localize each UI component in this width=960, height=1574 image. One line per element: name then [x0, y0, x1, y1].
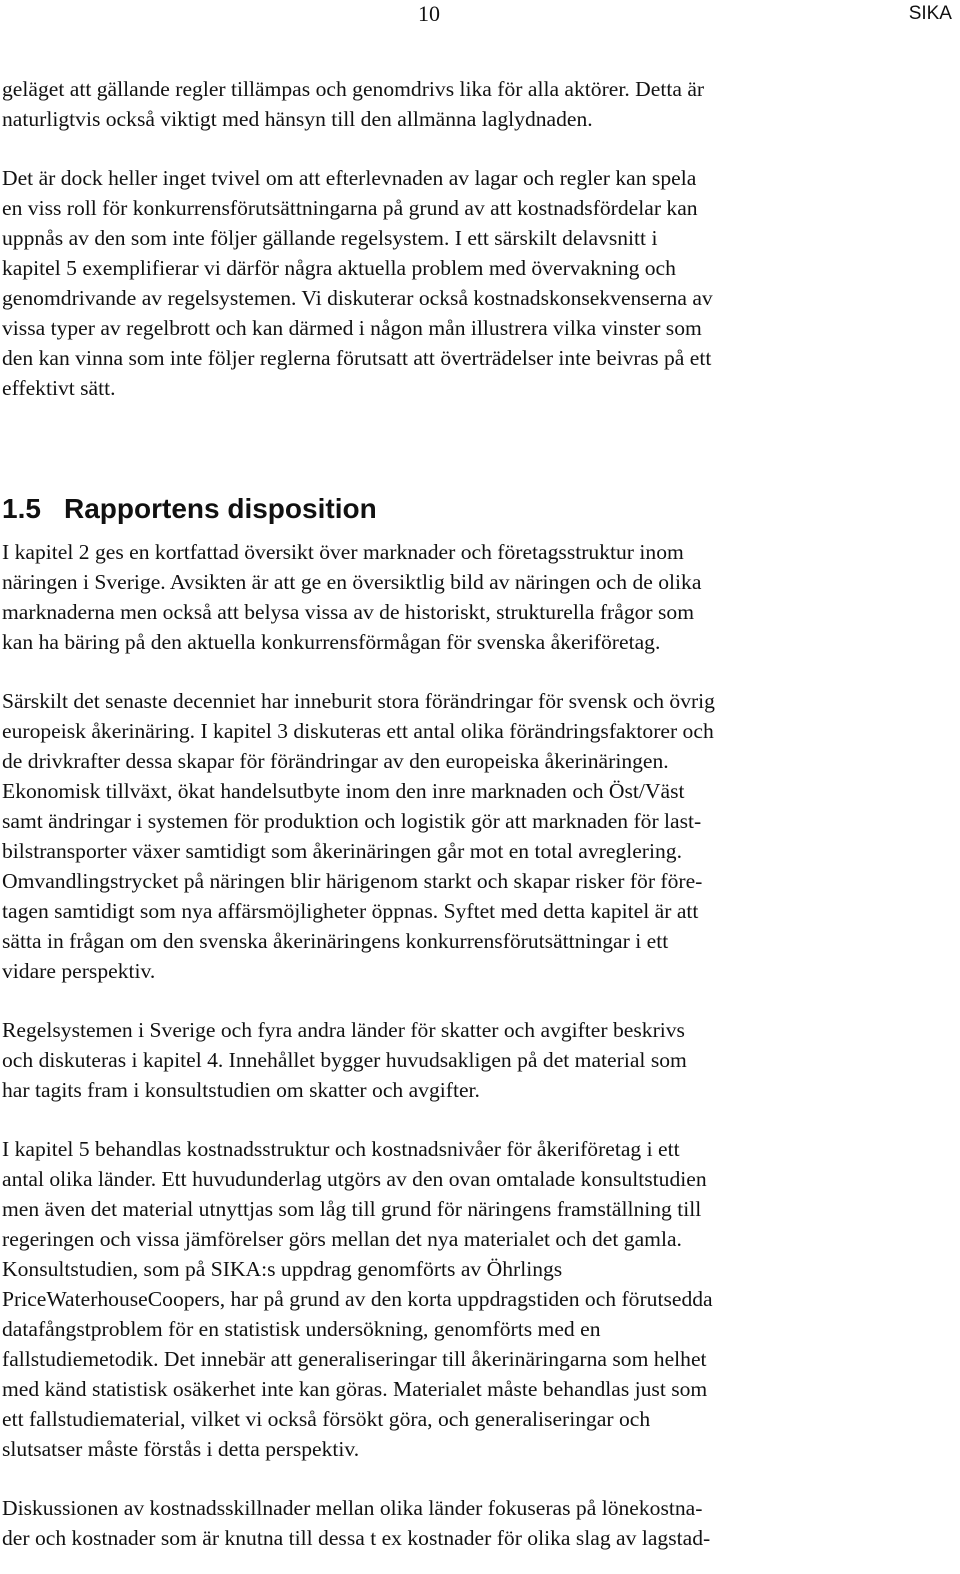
text-line: Det är dock heller inget tvivel om att efterlevnaden av lagar och regler kan spela	[2, 166, 697, 190]
text-line: uppnås av den som inte följer gällande regelsystem. I ett särskilt delavsnitt i	[2, 226, 658, 250]
text-line: vissa typer av regelbrott och kan därmed i någon mån illustrera vilka vinster som	[2, 316, 702, 340]
paragraph-gap	[2, 986, 952, 1015]
paragraph-gap	[2, 1105, 952, 1134]
paragraph-gap	[2, 134, 952, 163]
text-line: Diskussionen av kostnadsskillnader mellan olika länder fokuseras på lönekostna-	[2, 1496, 703, 1520]
text-line: antal olika länder. Ett huvudunderlag utgörs av den ovan omtalade konsultstudien	[2, 1167, 707, 1191]
text-line: sätta in frågan om den svenska åkerinäringens konkurrensförutsättningar i ett	[2, 929, 669, 953]
text-line: fallstudiemetodik. Det innebär att generaliseringar till åkerinäringarna som helhet	[2, 1347, 707, 1371]
section-title: Rapportens disposition	[64, 493, 377, 524]
paragraph-1	[2, 74, 952, 134]
text-line: genomdrivande av regelsystemen. Vi diskuterar också kostnadskonsekvenserna av	[2, 286, 713, 310]
text-line: tagen samtidigt som nya affärsmöjligheter öppnas. Syftet med detta kapitel är att	[2, 899, 699, 923]
paragraph-gap	[2, 1464, 952, 1493]
text-line: datafångstproblem för en statistisk undersökning, genomförts med en	[2, 1317, 601, 1341]
text-line: ett fallstudiematerial, vilket vi också försökt göra, och generaliseringar och	[2, 1407, 651, 1431]
text-line: näringen i Sverige. Avsikten är att ge en översiktlig bild av näringen och de olika	[2, 570, 702, 594]
text-line: vidare perspektiv.	[2, 959, 156, 983]
text-line: men även det material utnyttjas som låg till grund för näringens framställning till	[2, 1197, 702, 1221]
text-line: har tagits fram i konsultstudien om skatter och avgifter.	[2, 1078, 480, 1102]
text-line: naturligtvis också viktigt med hänsyn till den allmänna laglydnaden.	[2, 107, 593, 131]
text-line: europeisk åkerinäring. I kapitel 3 diskuteras ett antal olika förändringsfaktorer och	[2, 719, 714, 743]
text-line: geläget att gällande regler tillämpas och genomdrivs lika för alla aktörer. Detta är	[2, 77, 705, 101]
text-line: de drivkrafter dessa skapar för förändringar av den europeiska åkerinäringen.	[2, 749, 669, 773]
text-line: Ekonomisk tillväxt, ökat handelsutbyte inom den inre marknaden och Öst/Väst	[2, 779, 685, 803]
section-gap	[2, 403, 952, 492]
text-line: samt ändringar i systemen för produktion och logistik gör att marknaden för last-	[2, 809, 702, 833]
text-line: der och kostnader som är knutna till dessa t ex kostnader för olika slag av lagstad-	[2, 1526, 711, 1550]
paragraph-4	[2, 686, 952, 986]
paragraph-5	[2, 1015, 952, 1105]
paragraph-2	[2, 163, 952, 403]
text-line: och diskuteras i kapitel 4. Innehållet bygger huvudsakligen på det material som	[2, 1048, 687, 1072]
section-heading	[2, 492, 952, 537]
text-line: med känd statistisk osäkerhet inte kan göras. Materialet måste behandlas just som	[2, 1377, 708, 1401]
text-line: Regelsystemen i Sverige och fyra andra länder för skatter och avgifter beskrivs	[2, 1018, 685, 1042]
text-line: PriceWaterhouseCoopers, har på grund av den korta uppdragstiden och förutsedda	[2, 1287, 713, 1311]
paragraph-3	[2, 537, 952, 657]
text-line: marknaderna men också att belysa vissa av de historiskt, strukturella frågor som	[2, 600, 695, 624]
text-line: bilstransporter växer samtidigt som åkerinäringen går mot en total avreglering.	[2, 839, 682, 863]
text-line: en viss roll för konkurrensförutsättningarna på grund av att kostnadsfördelar kan	[2, 196, 698, 220]
paragraph-gap	[2, 657, 952, 686]
document-body	[2, 74, 952, 1553]
text-line: regeringen och vissa jämförelser görs mellan det nya materialet och det gamla.	[2, 1227, 682, 1251]
paragraph-6	[2, 1134, 952, 1464]
text-line: Omvandlingstrycket på näringen blir härigenom starkt och skapar risker för före-	[2, 869, 703, 893]
running-header-title: SIKA	[908, 3, 952, 24]
text-line: I kapitel 2 ges en kortfattad översikt över marknader och företagsstruktur inom	[2, 540, 684, 564]
text-line: kan ha bäring på den aktuella konkurrensförmågan för svenska åkeriföretag.	[2, 630, 661, 654]
text-line: Särskilt det senaste decenniet har inneburit stora förändringar för svensk och övrig	[2, 689, 715, 713]
section-number: 1.5	[2, 493, 41, 524]
text-line: kapitel 5 exemplifierar vi därför några aktuella problem med övervakning och	[2, 256, 676, 280]
text-line: Konsultstudien, som på SIKA:s uppdrag genomförts av Öhrlings	[2, 1257, 563, 1281]
page-number: 10	[418, 1, 440, 26]
text-line: effektivt sätt.	[2, 376, 116, 400]
text-line: I kapitel 5 behandlas kostnadsstruktur och kostnadsnivåer för åkeriföretag i ett	[2, 1137, 680, 1161]
text-line: slutsatser måste förstås i detta perspektiv.	[2, 1437, 360, 1461]
paragraph-7	[2, 1493, 952, 1553]
text-line: den kan vinna som inte följer reglerna förutsatt att överträdelser inte beivras på ett	[2, 346, 712, 370]
